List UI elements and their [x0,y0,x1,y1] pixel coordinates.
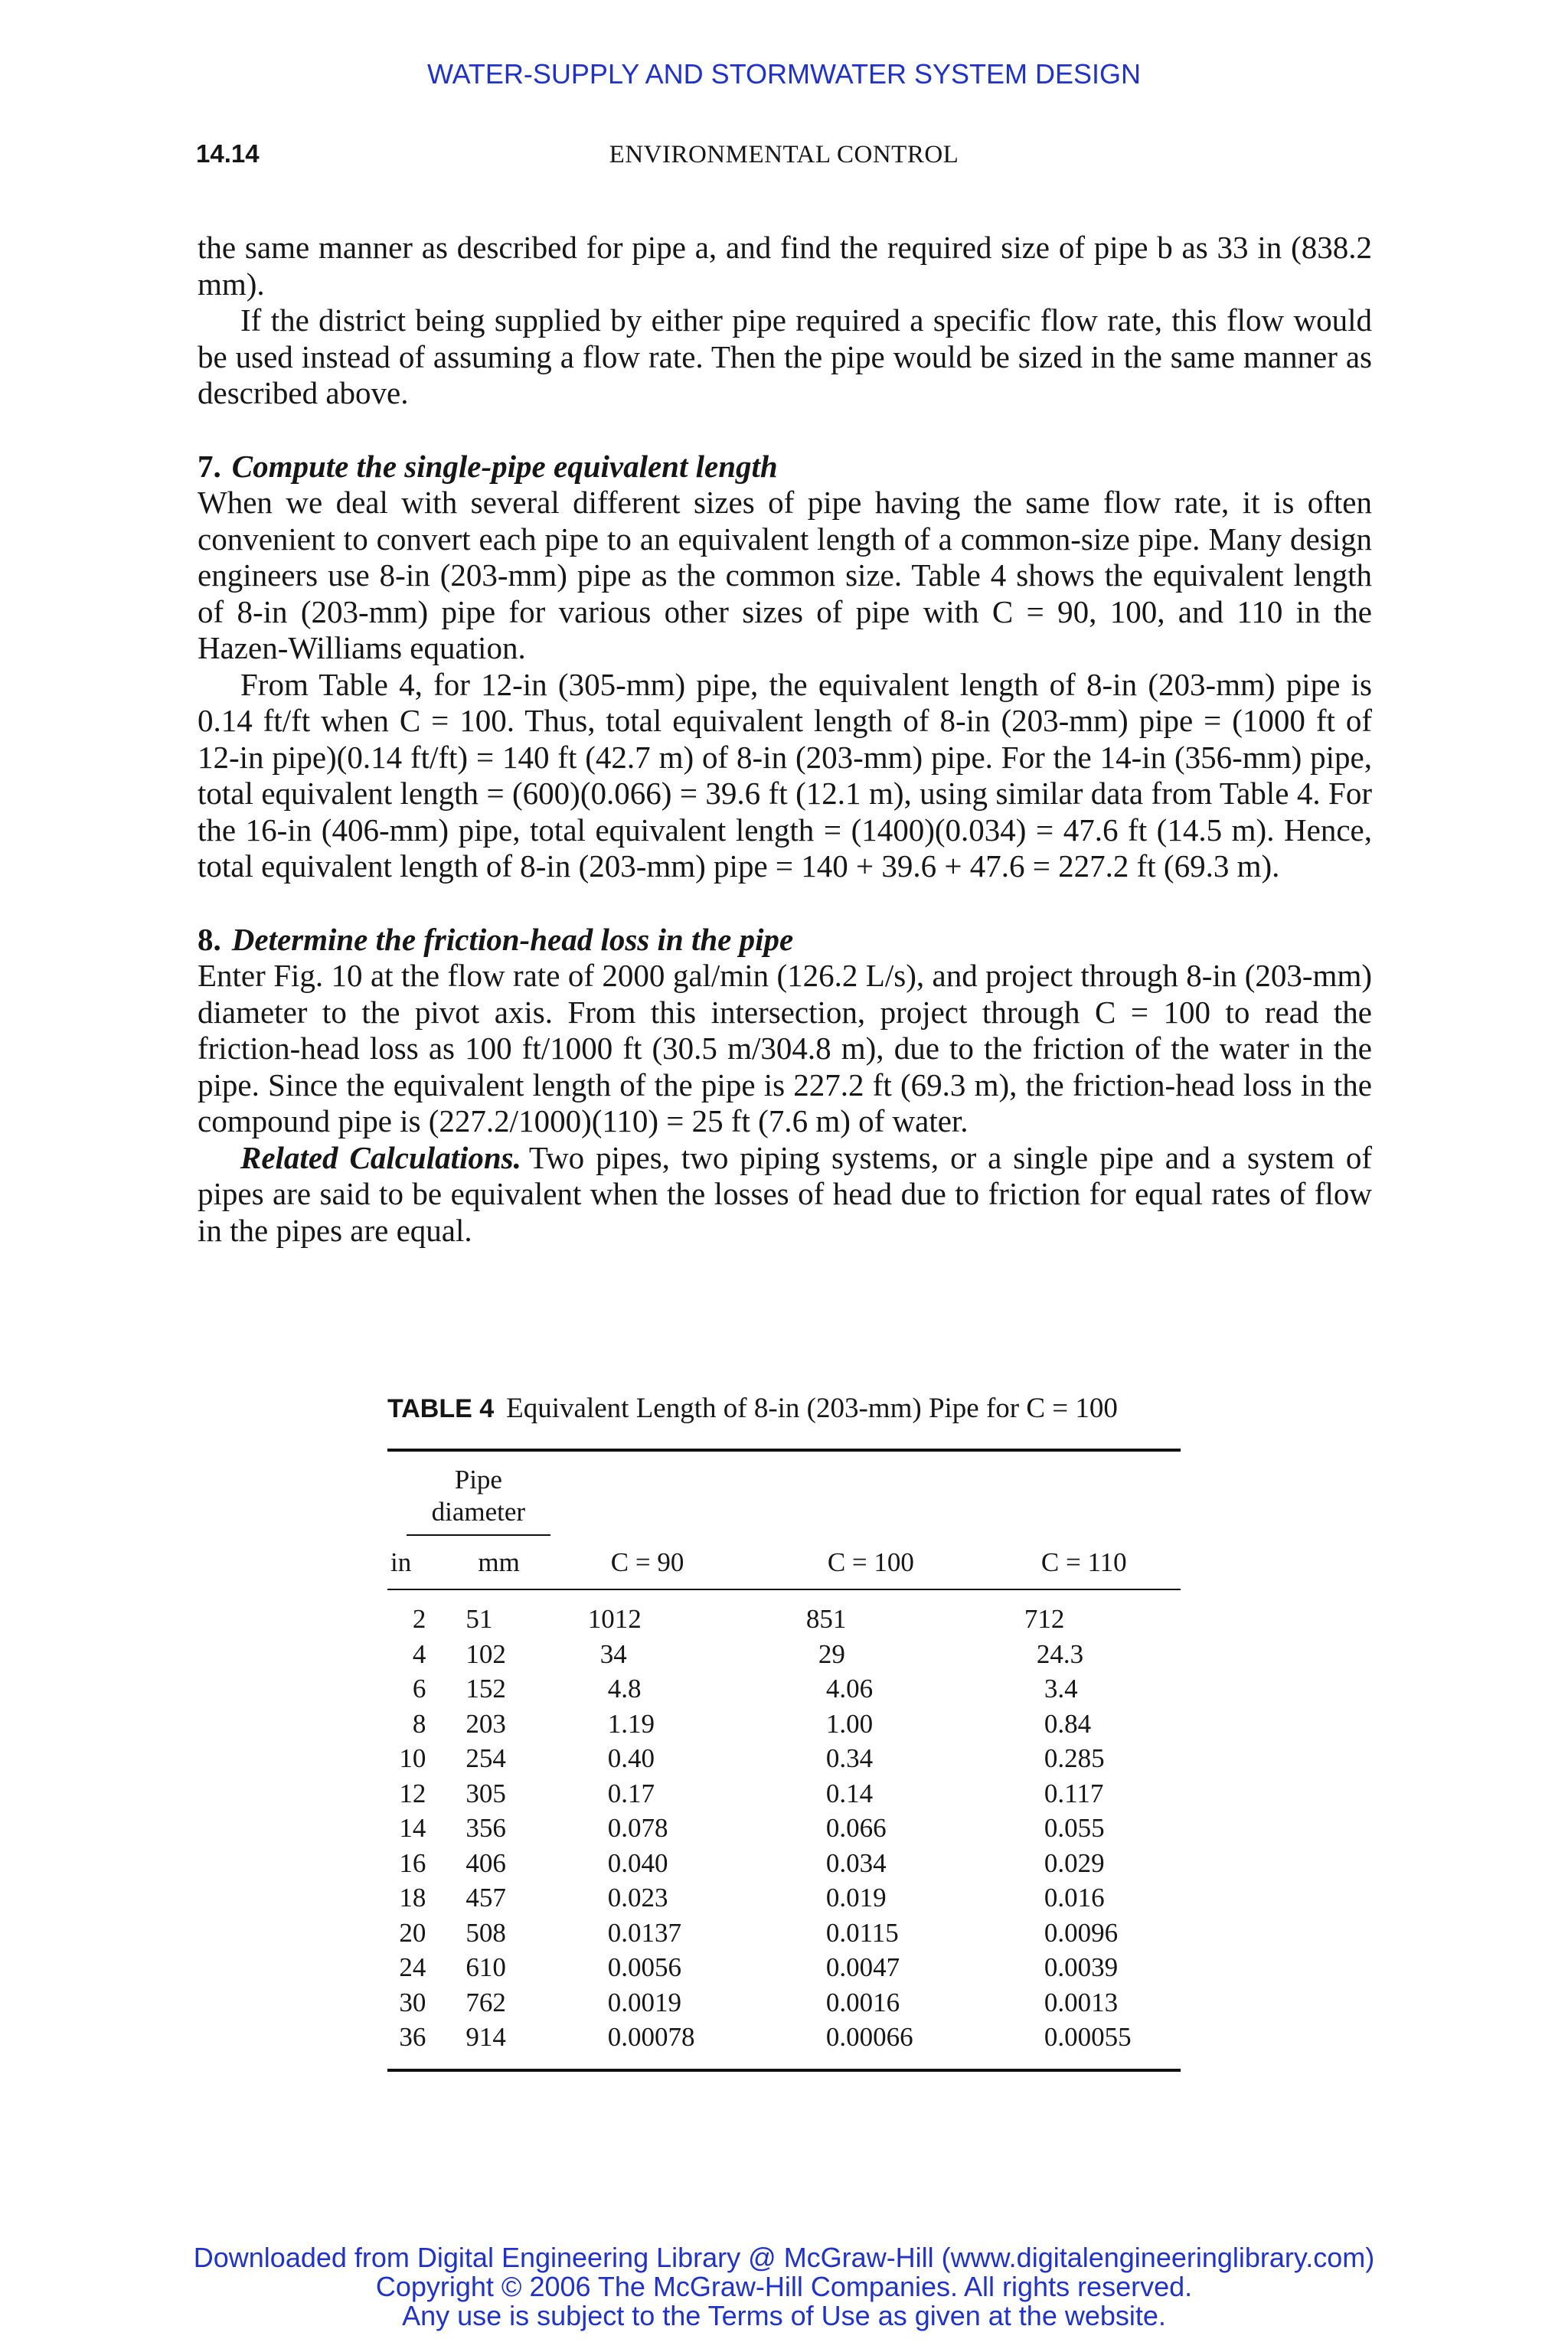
column-header-c110: C = 110 [1006,1537,1181,1589]
column-header-mm: mm [450,1537,569,1589]
cell-in: 18 [399,1883,426,1913]
cell-mm: 508 [466,1917,506,1948]
cell-c90: 34 [599,1638,627,1669]
cell-c90: 0.0056 [607,1952,681,1982]
footer [0,2243,1568,2331]
step-title: Compute the single-pipe equivalent length [231,448,778,484]
pipe-diameter-header [387,1452,570,1537]
cell-mm: 102 [466,1638,506,1669]
table-row [387,1846,1181,1881]
cell-c100: 1.00 [825,1708,874,1739]
paragraph: Enter Fig. 10 at the flow rate of 2000 gal/min (126.2 L/s), and project through 8-in (203-mm) diameter to the pivot axis. From this intersection, project through C = 100 to read the friction-head loss as 100 ft/1000 ft (30.5 m/304.8 m), due to the friction of the water in the pipe. Since the equivalent length of the pipe is 227.2 ft (69.3 m), the friction-head loss in the compound pipe is (227.2/1000)(110) = 25 ft (7.6 m) of water. [198,958,1372,1138]
table-row [387,1637,1181,1672]
footer-terms-link[interactable]: Any use is subject to the Terms of Use as given at the website. [402,2300,1166,2331]
paragraph: When we deal with several different sizes of pipe having the same flow rate, it is often convenient to convert each pipe to an equivalent length of a common-size pipe. Many design engineers use 8-in (203-mm) pipe as the common size. Table 4 shows the equivalent length of 8-in (203-mm) pipe for various other sizes of pipe with C = 90, 100, and 110 in the Hazen-Williams equation. [198,485,1372,665]
cell-mm: 457 [466,1883,506,1913]
cell-c90: 1012 [587,1604,642,1634]
cell-mm: 51 [466,1604,493,1634]
cell-c110: 712 [1024,1604,1065,1634]
table-caption-text: Equivalent Length of 8-in (203-mm) Pipe for C = 100 [506,1393,1118,1424]
cell-in: 10 [399,1743,426,1773]
table-row [387,1950,1181,1985]
cell-c100: 0.066 [825,1813,887,1843]
cell-c100: 0.00066 [825,2022,913,2052]
cell-c100: 0.0115 [825,1917,899,1948]
related-calculations-paragraph [198,1140,1372,1250]
paragraph: From Table 4, for 12-in (305-mm) pipe, the equivalent length of 8-in (203-mm) pipe is 0.14 ft/ft when C = 100. Thus, total equivalent length of 8-in (203-mm) pipe = (1000 ft of 12-in pipe)(0.14 ft/ft) = 140 ft (42.7 m) of 8-in (203-mm) pipe. For the 14-in (356-mm) pipe, total equivalent length = (600)(0.066) = 39.6 ft (12.1 m), using similar data from Table 4. For the 16-in (406-mm) pipe, total equivalent length = (1400)(0.034) = 47.6 ft (14.5 m). Hence, total equivalent length of 8-in (203-mm) pipe = 140 + 39.6 + 47.6 = 227.2 ft (69.3 m). [198,666,1372,884]
step-title: Determine the friction-head loss in the pipe [231,921,794,957]
table-caption [387,1392,1181,1426]
table-row [387,1671,1181,1707]
cell-c110: 3.4 [1044,1674,1078,1704]
paragraph: the same manner as described for pipe a, and find the required size of pipe b as 33 in (838.2 mm). [198,230,1372,302]
cell-c90: 4.8 [607,1674,642,1704]
cell-in: 30 [399,1987,426,2017]
footer-download-link[interactable]: Downloaded from Digital Engineering Library @ McGraw-Hill (www.digitalengineeringlibrary.com) [193,2242,1375,2273]
cell-c110: 0.117 [1044,1778,1104,1808]
cell-c90: 0.040 [607,1847,668,1878]
cell-c100: 29 [818,1638,845,1669]
cell-in: 16 [399,1847,426,1878]
chapter-banner-link[interactable]: WATER-SUPPLY AND STORMWATER SYSTEM DESIGN [426,58,1142,90]
column-header-in: in [387,1537,450,1589]
cell-c100: 851 [805,1604,847,1634]
cell-mm: 203 [466,1708,506,1739]
cell-c100: 0.019 [825,1883,887,1913]
cell-c100: 0.0016 [825,1987,900,2017]
cell-c90: 0.0137 [607,1917,681,1948]
table-label: TABLE 4 [387,1394,495,1423]
related-calculations-text: Two pipes, two piping systems, or a single pipe and a system of pipes are said to be equivalent when the losses of head due to friction for equal rates of flow in the pipes are equal. [198,1139,1372,1248]
group-header-line: diameter [431,1497,526,1527]
cell-c100: 0.34 [825,1743,874,1773]
cell-in: 24 [399,1952,426,1982]
table-row [387,1589,1181,1637]
cell-mm: 152 [466,1674,506,1704]
cell-c90: 0.17 [607,1778,655,1808]
footer-copyright-link[interactable]: Copyright © 2006 The McGraw-Hill Companies. All rights reserved. [375,2271,1193,2302]
group-header-line: Pipe [454,1465,502,1494]
cell-in: 36 [399,2022,426,2052]
cell-c90: 0.078 [607,1813,668,1843]
cell-in: 4 [412,1638,426,1669]
table-row [387,1811,1181,1846]
cell-mm: 305 [466,1778,506,1808]
cell-mm: 406 [466,1847,506,1878]
table-bottom-rule [387,2069,1181,2072]
cell-mm: 610 [466,1952,506,1982]
cell-mm: 356 [466,1813,506,1843]
cell-mm: 254 [466,1743,506,1773]
cell-c90: 1.19 [607,1708,655,1739]
table-row [387,2020,1181,2055]
cell-c110: 0.016 [1044,1883,1105,1913]
cell-c100: 0.14 [825,1778,874,1808]
cell-c100: 0.034 [825,1847,887,1878]
table-row [387,1776,1181,1811]
column-header-c90: C = 90 [570,1537,788,1589]
cell-in: 20 [399,1917,426,1948]
cell-c110: 0.00055 [1044,2022,1132,2052]
table-row [387,1880,1181,1916]
cell-c100: 0.0047 [825,1952,900,1982]
equivalent-length-table [387,1452,1181,2055]
table-row [387,1707,1181,1742]
table-row [387,1916,1181,1951]
step-number: 8. [198,921,221,957]
step-number: 7. [198,448,221,484]
step-8-heading [198,922,1372,959]
cell-c110: 0.0039 [1044,1952,1119,1982]
table-row [387,1741,1181,1776]
running-head: ENVIRONMENTAL CONTROL [609,141,959,168]
cell-in: 12 [399,1778,426,1808]
cell-mm: 914 [466,2022,506,2052]
body-text [198,230,1372,1249]
cell-in: 2 [412,1604,426,1634]
cell-c100: 4.06 [825,1674,874,1704]
table-row [387,1985,1181,2020]
table-4 [387,1392,1181,2072]
step-7-heading [198,449,1372,485]
cell-c110: 0.285 [1044,1743,1105,1773]
cell-in: 6 [412,1674,426,1704]
paragraph: If the district being supplied by either pipe required a specific flow rate, this flow would be used instead of assuming a flow rate. Then the pipe would be sized in the same manner as described above. [198,302,1372,410]
page-number: 14.14 [196,139,260,168]
column-header-c100: C = 100 [788,1537,1006,1589]
table-column-headers [387,1537,1181,1589]
cell-c110: 24.3 [1036,1638,1084,1669]
cell-c110: 0.0013 [1044,1987,1119,2017]
cell-c110: 0.029 [1044,1847,1105,1878]
cell-c90: 0.40 [607,1743,655,1773]
related-calculations-heading: Related Calculations. [240,1139,521,1175]
table-group-header [387,1452,1181,1537]
cell-c90: 0.023 [607,1883,668,1913]
cell-c110: 0.0096 [1044,1917,1119,1948]
cell-c90: 0.00078 [607,2022,695,2052]
cell-in: 8 [412,1708,426,1739]
cell-c90: 0.0019 [607,1987,681,2017]
cell-mm: 762 [466,1987,506,2017]
cell-c110: 0.055 [1044,1813,1105,1843]
cell-c110: 0.84 [1044,1708,1092,1739]
cell-in: 14 [399,1813,426,1843]
